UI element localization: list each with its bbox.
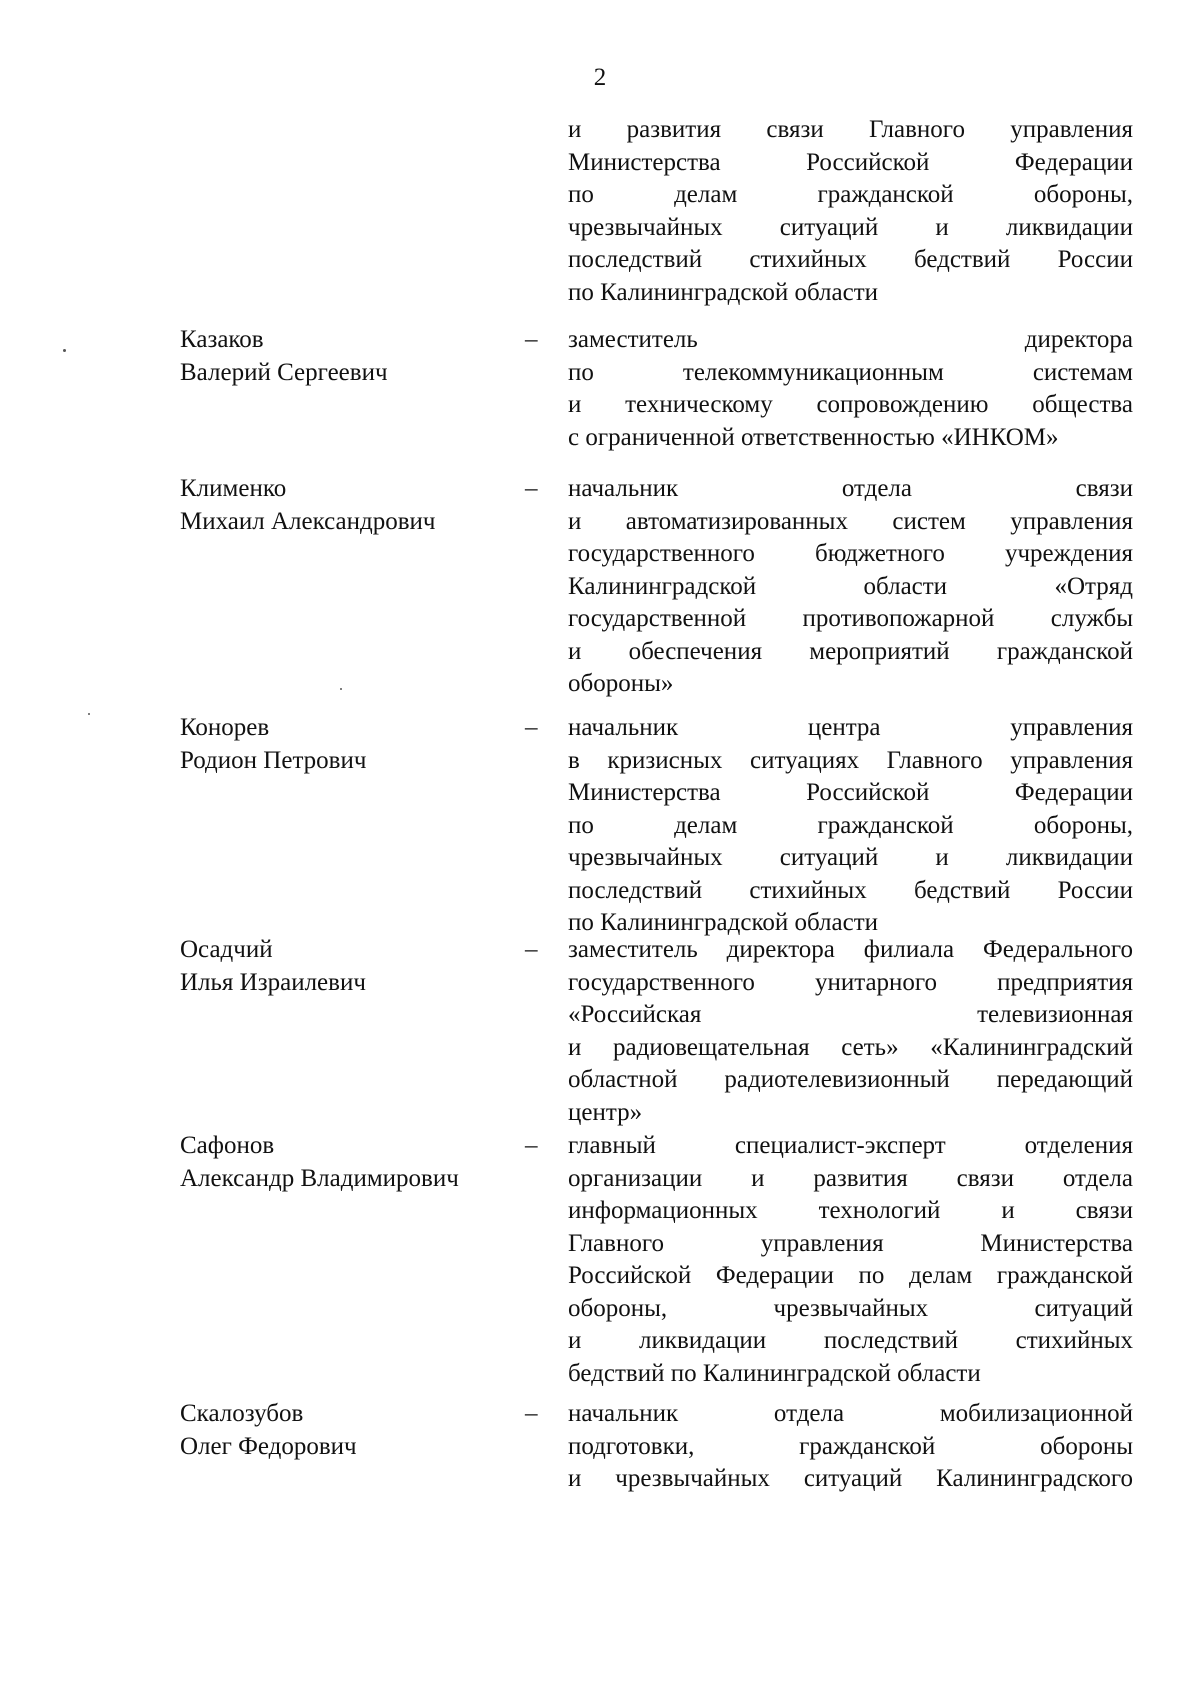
description-line: центр»	[568, 1098, 643, 1126]
description-line: с ограниченной ответственностью «ИНКОМ»	[568, 423, 1059, 451]
member-position	[568, 1130, 1133, 1390]
description-line: обороны, чрезвычайных ситуаций	[568, 1294, 1133, 1322]
description-line: Министерства Российской Федерации	[568, 779, 1133, 806]
member-given-names: Александр Владимирович	[180, 1164, 459, 1192]
description-line: начальник центра управления	[568, 714, 1133, 741]
member-name	[180, 473, 510, 538]
description-line: последствий стихийных бедствий России	[568, 876, 1133, 904]
member-name	[180, 934, 510, 999]
scan-speck	[63, 349, 66, 352]
member-position	[568, 473, 1133, 701]
description-line: и ликвидации последствий стихийных	[568, 1327, 1133, 1354]
entry-dash: –	[525, 1132, 538, 1159]
description-line: и чрезвычайных ситуаций Калининградского	[568, 1465, 1133, 1492]
scan-speck	[88, 713, 90, 715]
member-position	[568, 934, 1133, 1129]
member-given-names: Олег Федорович	[180, 1432, 357, 1460]
scan-speck	[340, 688, 342, 690]
member-surname: Скалозубов	[180, 1400, 304, 1427]
description-line: заместитель директора филиала Федерального	[568, 936, 1133, 963]
description-line: Министерства Российской Федерации	[568, 148, 1133, 176]
member-name	[180, 324, 510, 389]
description-line: по Калининградской области	[568, 278, 879, 306]
entry-dash: –	[525, 1400, 538, 1427]
entry-dash: –	[525, 936, 538, 963]
description-line: государственного унитарного предприятия	[568, 968, 1133, 996]
description-line: Российской Федерации по делам гражданской	[568, 1262, 1133, 1289]
member-position	[568, 712, 1133, 940]
description-line: в кризисных ситуациях Главного управления	[568, 746, 1133, 774]
description-line: Главного управления Министерства	[568, 1229, 1133, 1257]
description-line: организации и развития связи отдела	[568, 1164, 1133, 1192]
description-line: обороны»	[568, 670, 674, 697]
description-line: начальник отдела мобилизационной	[568, 1400, 1133, 1427]
member-name	[180, 1130, 510, 1195]
description-line: по делам гражданской обороны,	[568, 181, 1133, 208]
description-line: последствий стихийных бедствий России	[568, 246, 1133, 273]
description-line: государственного бюджетного учреждения	[568, 540, 1133, 567]
description-line: и обеспечения мероприятий гражданской	[568, 637, 1133, 665]
entry-dash: –	[525, 714, 538, 741]
member-surname: Осадчий	[180, 936, 273, 963]
description-line: подготовки, гражданской обороны	[568, 1432, 1133, 1460]
description-line: по делам гражданской обороны,	[568, 811, 1133, 839]
description-line: Калининградской области «Отряд	[568, 572, 1133, 600]
description-line: «Российская телевизионная	[568, 1001, 1133, 1028]
description-line: чрезвычайных ситуаций и ликвидации	[568, 844, 1133, 871]
description-line: начальник отдела связи	[568, 475, 1133, 502]
member-position	[568, 1398, 1133, 1496]
description-line: областной радиотелевизионный передающий	[568, 1066, 1133, 1093]
description-line: и техническому сопровождению общества	[568, 391, 1133, 418]
page-number: 2	[593, 64, 607, 91]
member-surname: Клименко	[180, 475, 287, 502]
description-line: по телекоммуникационным системам	[568, 358, 1133, 386]
description-line: и радиовещательная сеть» «Калининградский	[568, 1033, 1133, 1061]
description-line: главный специалист-эксперт отделения	[568, 1132, 1133, 1159]
description-line: по Калининградской области	[568, 909, 879, 936]
description-line: государственной противопожарной службы	[568, 605, 1133, 632]
member-given-names: Илья Израилевич	[180, 968, 366, 996]
member-name	[180, 1398, 510, 1463]
description-line: заместитель директора	[568, 326, 1133, 353]
continuation-description	[568, 114, 1133, 309]
member-given-names: Родион Петрович	[180, 746, 367, 774]
entry-dash: –	[525, 475, 538, 502]
member-surname: Конорев	[180, 714, 270, 741]
description-line: чрезвычайных ситуаций и ликвидации	[568, 213, 1133, 241]
description-line: и развития связи Главного управления	[568, 116, 1133, 143]
entry-dash: –	[525, 326, 538, 353]
member-position	[568, 324, 1133, 454]
member-surname: Сафонов	[180, 1132, 275, 1159]
description-line: бедствий по Калининградской области	[568, 1359, 981, 1387]
member-given-names: Михаил Александрович	[180, 507, 436, 535]
member-name	[180, 712, 510, 777]
description-line: информационных технологий и связи	[568, 1197, 1133, 1224]
member-given-names: Валерий Сергеевич	[180, 358, 388, 386]
member-surname: Казаков	[180, 326, 264, 353]
description-line: и автоматизированных систем управления	[568, 507, 1133, 535]
